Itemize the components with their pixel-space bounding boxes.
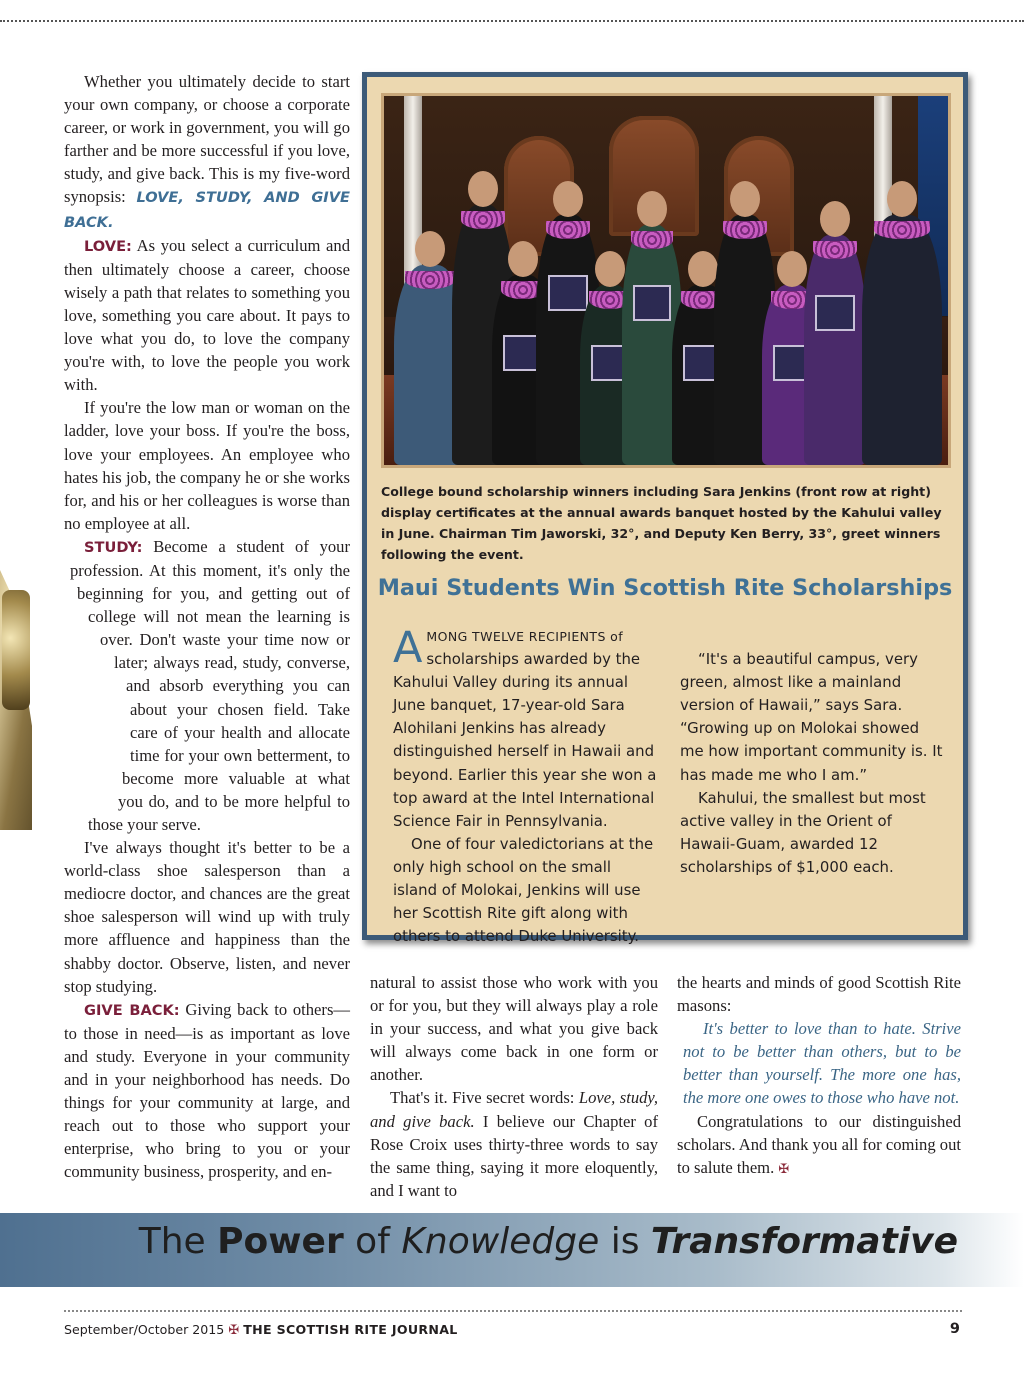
photo-person-head <box>688 251 718 287</box>
drop-cap: A <box>393 623 423 673</box>
tagline-word: is <box>610 1221 640 1262</box>
give-back-paragraph <box>64 998 350 1184</box>
secret-words: Love, study, and give back. <box>370 1088 659 1131</box>
photo-lei <box>631 231 673 249</box>
synopsis-keywords: LOVE, STUDY, AND GIVE BACK. <box>64 189 350 231</box>
sidebar-paragraph-2: One of four valedictorians at the only high school on the small island of Molokai, Jenkins will use her Scottish Rite gift along with others to attend Duke University. <box>393 834 654 946</box>
intro-text: Whether you ultimately decide to start your own company, or choose a corporate career, or work in government, you will go farther and be more successful if you love, study, and give back. This is my five-word synopsis: <box>64 72 350 207</box>
photo-person-head <box>777 251 807 287</box>
study-text: Become a student of your profession. At this moment, it's only the beginning for you, and getting out of college will not mean the learning is over. Don't waste your time now or later; always read, study, converse, and absorb everything you can about your chosen field. Take care of your health and allocate time for your own betterment, to become more valuable at what you do, and to be more helpful to those your serve. <box>70 536 350 834</box>
photo-person-head <box>730 181 760 217</box>
page-footer <box>64 1322 962 1338</box>
photo-certificate <box>815 295 855 331</box>
sidebar-paragraph-3: “It's a beautiful campus, very green, almost like a mainland version of Hawaii,” says Sara. “Growing up on Molokai showed me how important community is. It has made me who I am.” <box>680 650 943 784</box>
photo-person-head <box>820 201 850 237</box>
photo-lei <box>546 221 591 239</box>
give-back-text: Giving back to others—to those in need—is as important as love and study. Everyone in your community and in your neighborhood has needs. Do things for your community at large, and reach out to those who support your enterprise, who bring to you or your community business, prosperity, and en- <box>64 999 350 1182</box>
photo-lei <box>723 221 766 239</box>
sidebar-paragraph-4: Kahului, the smallest but most active valley in the Orient of Hawaii-Guam, awarded 12 scholarships of $1,000 each. <box>680 788 926 876</box>
end-mark-icon: ✠ <box>778 1161 790 1177</box>
boss-paragraph <box>64 396 350 535</box>
tagline-word: of <box>355 1221 390 1262</box>
photo-certificate <box>548 275 589 311</box>
tagline-word-bold-italic: Transformative <box>650 1221 958 1262</box>
photo-person <box>804 235 866 465</box>
tagline-word-italic: Knowledge <box>401 1221 600 1262</box>
shoe-paragraph <box>64 836 350 998</box>
photo-person-head <box>637 191 667 227</box>
photo-person-head <box>553 181 583 217</box>
tagline-banner <box>0 1213 1024 1287</box>
publication-name: THE SCOTTISH RITE JOURNAL <box>243 1322 458 1337</box>
photo-lei <box>405 271 455 289</box>
col2-paragraph-2 <box>370 1086 658 1201</box>
boss-text: If you're the low man or woman on the ladder, love your boss. If you're the boss, love your employees. An employee who hates his job, the company he or she works for, and his or her colleagues is worse than no employee at all. <box>64 398 350 533</box>
col2-paragraph-1: natural to assist those who work with you or for you, but they will always play a role in your success, and what you give back will always come back in one form or another. <box>370 973 658 1085</box>
photo-certificate <box>633 285 671 321</box>
rose-croix-quote: It's better to love than to hate. Strive not to be better than others, but to be better than yourself. The more one has, the more one owes to those who have not. <box>683 1019 961 1108</box>
cross-icon: ✠ <box>228 1323 240 1338</box>
secret-words-intro: That's it. Five secret words: <box>390 1088 575 1108</box>
photo-person-head <box>468 171 498 207</box>
article-column-2 <box>370 971 658 1202</box>
issue-date: September/October 2015 <box>64 1322 225 1337</box>
masonic-emblem-image <box>0 440 32 830</box>
study-label: STUDY: <box>84 538 143 556</box>
emblem-jewel <box>2 590 30 710</box>
page-number: 9 <box>949 1321 960 1337</box>
photo-lei <box>874 221 930 239</box>
sidebar-paragraph-1 <box>393 625 659 833</box>
give-back-label: GIVE BACK: <box>84 1001 180 1019</box>
love-paragraph <box>64 234 350 397</box>
tagline-word-bold: Power <box>217 1221 344 1262</box>
photo-person-head <box>887 181 917 217</box>
love-text: As you select a curriculum and then ultimately choose a career, choose wisely a path that relates to something you love, something you care about. It pays to love what you do, to love the company you're with, to love the people you work with. <box>64 235 350 395</box>
sidebar-column-2 <box>680 625 946 879</box>
col3-paragraph-1: the hearts and minds of good Scottish Rite masons: <box>677 973 961 1016</box>
sidebar-title: Maui Students Win Scottish Rite Scholarships <box>377 575 953 601</box>
intro-paragraph <box>64 70 350 234</box>
closing-text: Congratulations to our distinguished scholars. And thank you all for coming out to salute them. <box>677 1111 961 1177</box>
tagline-word: The <box>138 1221 206 1262</box>
col3-paragraph-2 <box>677 1110 961 1181</box>
lead-small-caps: MONG TWELVE RECIPIENTS of <box>426 629 624 644</box>
photo-lei <box>461 211 504 229</box>
tagline-text <box>139 1221 958 1262</box>
study-wrap <box>64 535 350 836</box>
top-dotted-rule <box>0 20 1024 22</box>
footer-dotted-rule <box>64 1310 962 1312</box>
scholarship-winners-photo <box>381 93 951 468</box>
photo-person-head <box>508 241 538 277</box>
photo-caption: College bound scholarship winners including Sara Jenkins (front row at right) display certificates at the annual awards banquet hosted by the Kahului valley in June. Chairman Tim Jaworski, 32°, and Deputy Ken Berry, 33°, greet winners following the event. <box>381 484 942 562</box>
col2-paragraph-2-end: I believe our Chapter of Rose Croix uses thirty-three words to say the same thing, saying it more eloquently, and I want to <box>370 1111 658 1200</box>
shoe-text: I've always thought it's better to be a world-class shoe salesperson than a mediocre doctor, and chances are the great shoe salesperson will wind up with truly more affluence and happiness than the shabby doctor. Observe, listen, and never stop studying. <box>64 838 350 996</box>
sidebar-paragraph-1-text: scholarships awarded by the Kahului Valley during its annual June banquet, 17-year-old Sara Alohilani Jenkins has already distinguished herself in Hawaii and beyond. Earlier this year she won a top award at the Intel International Science Fair in Pennsylvania. <box>393 650 657 830</box>
sidebar-column-1 <box>393 625 659 948</box>
photo-lei <box>813 241 856 259</box>
photo-person <box>862 215 942 465</box>
article-column-3 <box>677 971 961 1181</box>
love-label: LOVE: <box>84 237 132 255</box>
scholarship-sidebar <box>362 72 968 946</box>
article-column-1 <box>64 70 350 1184</box>
photo-person-head <box>415 231 445 267</box>
photo-person-head <box>595 251 625 287</box>
